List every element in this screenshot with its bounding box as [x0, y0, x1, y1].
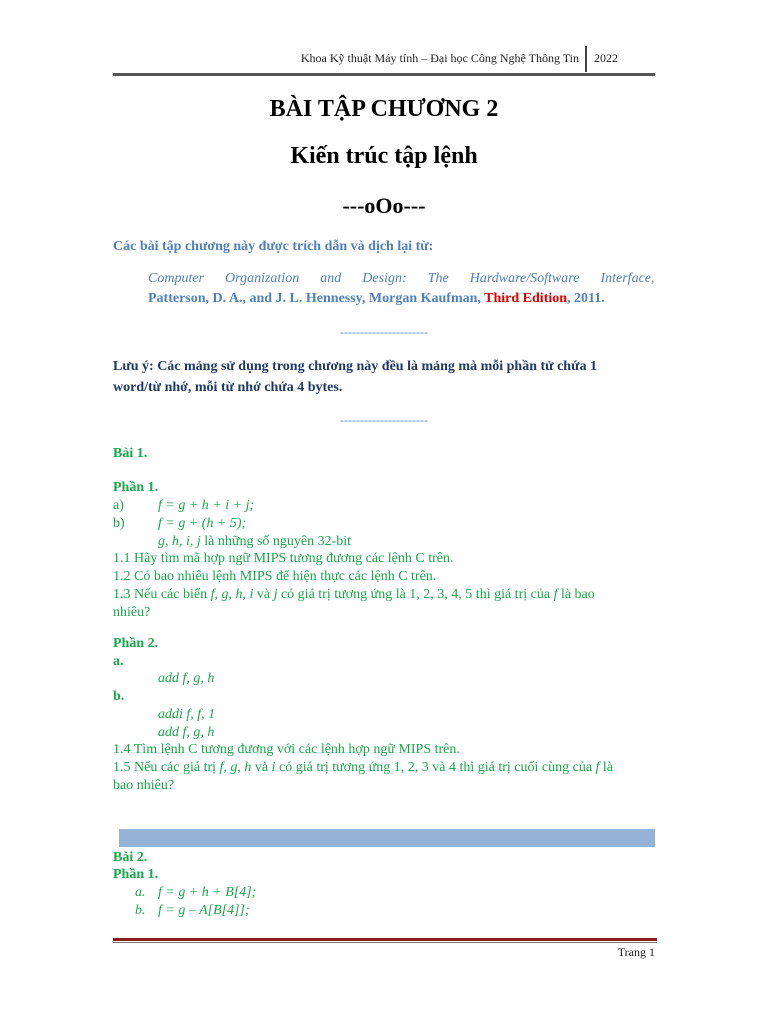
q3-text-mid: có giá trị tương ứng là 1, 2, 3, 4, 5 thì giá trị của: [277, 587, 554, 602]
bai1-item-b-label: b): [113, 516, 125, 531]
note-line-2: word/từ nhớ, mỗi từ nhớ chứa 4 bytes.: [113, 380, 343, 395]
q3-text-post: là bao: [557, 587, 595, 602]
bai1-heading: Bài 1.: [113, 446, 148, 461]
bai1-vars-line: [158, 533, 351, 551]
q5-vars: f, g, h: [219, 760, 252, 775]
q5-var-i: i: [271, 760, 276, 775]
header-rule: [113, 73, 655, 76]
source-comma: ,: [651, 271, 655, 286]
bai1-phan2-b-label: b.: [113, 689, 125, 704]
q3-vars: f, g, h, i: [210, 587, 254, 602]
question-1-1: 1.1 Hãy tìm mã hợp ngữ MIPS tương đương các lệnh C trên.: [113, 551, 454, 566]
bai1-phan1-heading: Phần 1.: [113, 480, 159, 495]
note-line-1: Lưu ý: Các mảng sử dụng trong chương này đều là mảng mà mỗi phần tử chứa 1: [113, 359, 597, 374]
question-1-5: [113, 759, 613, 777]
bai1-item-a-label: a): [113, 498, 124, 513]
source-year: , 2011.: [567, 291, 605, 306]
header-divider: [585, 46, 587, 72]
header-year: 2022: [594, 51, 618, 65]
question-1-3: [113, 586, 595, 604]
separator: ----------------------: [340, 413, 428, 427]
q5-var-f: f: [595, 760, 600, 775]
question-1-3-cont: nhiêu?: [113, 605, 151, 620]
bai1-item-b-code: f = g + (h + 5);: [158, 516, 247, 531]
source-intro: Các bài tập chương này được trích dẫn và dịch lại từ:: [113, 239, 434, 254]
bai2-item-a-label: a.: [135, 885, 146, 900]
bai2-heading: Bài 2.: [113, 850, 148, 865]
bai2-phan1-heading: Phần 1.: [113, 867, 159, 882]
q5-text-mid: có giá trị tương ứng 1, 2, 3 và 4 thì giá trị cuối cùng của: [275, 760, 596, 775]
bai1-phan2-b-code-1: addi f, f, 1: [158, 707, 216, 722]
bai1-phan2-b-code-2: add f, g, h: [158, 725, 215, 740]
section-divider-band: [119, 829, 655, 847]
q3-var-f: f: [553, 587, 558, 602]
source-book-title: Computer Organization and Design: The Hardware/Software Interface: [148, 271, 651, 286]
source-authors: Patterson, D. A., and J. L. Hennessy, Morgan Kaufman,: [148, 291, 485, 306]
q3-var-j: j: [273, 587, 278, 602]
page-subtitle: Kiến trúc tập lệnh: [290, 143, 478, 169]
bai2-item-b-code: f = g – A[B[4]];: [158, 903, 250, 918]
separator: ----------------------: [340, 325, 428, 339]
bai2-item-b-label: b.: [135, 903, 146, 918]
bai1-phan2-a-code: add f, g, h: [158, 671, 215, 686]
footer-rule-thin: [113, 942, 657, 943]
question-1-5-cont: bao nhiêu?: [113, 778, 175, 793]
page-number: Trang 1: [617, 945, 655, 959]
question-1-4: 1.4 Tìm lệnh C tương đương với các lệnh hợp ngữ MIPS trên.: [113, 742, 460, 757]
bai1-phan2-heading: Phần 2.: [113, 636, 159, 651]
q5-text-post: là: [599, 760, 614, 775]
source-book-line: [148, 270, 655, 288]
footer-rule: [113, 938, 657, 941]
bai1-item-a-code: f = g + h + i + j;: [158, 498, 255, 513]
title-ornament: ---oOo---: [342, 193, 426, 218]
bai1-vars-desc: là những số nguyên 32-bit: [200, 534, 352, 549]
bai2-item-a-code: f = g + h + B[4];: [158, 885, 257, 900]
source-authors-line: [148, 290, 605, 308]
q5-and: và: [251, 760, 272, 775]
header-text: Khoa Kỹ thuật Máy tính – Đại học Công Nghệ Thông Tin: [300, 51, 579, 65]
source-edition: Third Edition: [484, 291, 568, 306]
question-1-2: 1.2 Có bao nhiêu lệnh MIPS để hiện thực các lệnh C trên.: [113, 569, 437, 584]
page-title: BÀI TẬP CHƯƠNG 2: [269, 96, 499, 122]
bai1-vars: g, h, i, j: [158, 534, 201, 549]
q5-text: 1.5 Nếu các giá trị: [113, 760, 220, 775]
bai1-phan2-a-label: a.: [113, 654, 124, 669]
q3-and: và: [253, 587, 274, 602]
q3-text: 1.3 Nếu các biến: [113, 587, 211, 602]
